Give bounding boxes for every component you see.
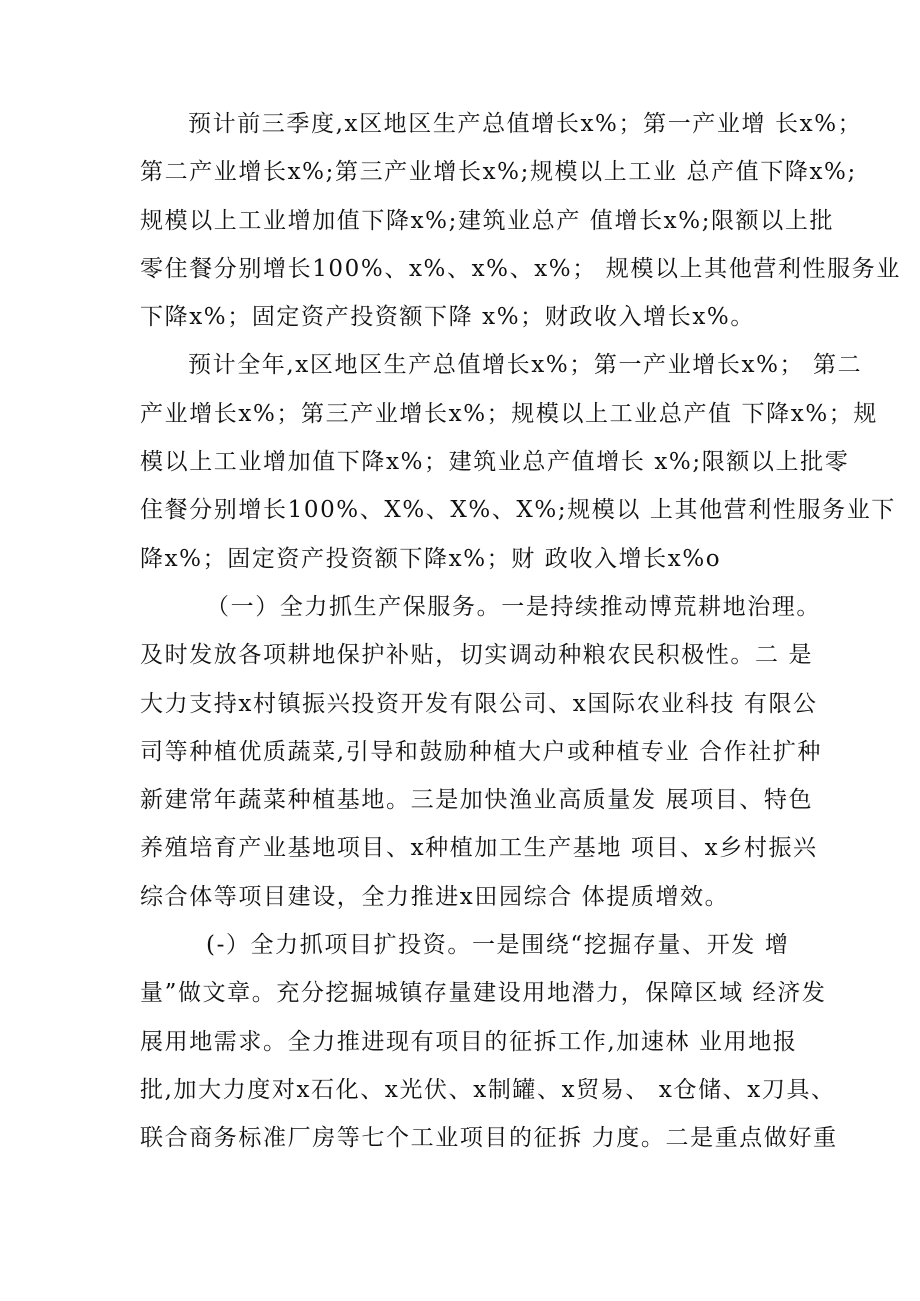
paragraph-line: 预计前三季度,x区地区生产总值增长x%；第一产业增 长x%； <box>188 111 863 137</box>
paragraph-line: 量”做文章。充分挖掘城镇存量建设用地潜力，保障区域 经济发 <box>140 980 827 1007</box>
paragraph-line: 降x%；固定资产投资额下降x%；财 政收入增长x%o <box>140 545 722 572</box>
paragraph-line: 司等种植优质蔬菜,引导和鼓励种植大户或种植专业 合作社扩种 <box>140 738 823 765</box>
paragraph-line: 展用地需求。全力推进现有项目的征拆工作,加速林 业用地报 <box>140 1028 798 1055</box>
paragraph-line: 及时发放各项耕地保护补贴，切实调动种粮农民积极性。二 是 <box>140 642 814 669</box>
paragraph-line: （一）全力抓生产保服务。一是持续推动博荒耕地治理。 <box>206 593 821 620</box>
paragraph-line: 规模以上工业增加值下降x%;建筑业总产 值增长x%;限额以上批 <box>140 207 835 234</box>
paragraph-1 <box>140 111 901 331</box>
paragraph-line: 批,加大力度对x石化、x光伏、x制罐、x贸易、 x仓储、x刀具、 <box>140 1076 836 1103</box>
paragraph-line: 零住餐分别增长100%、x%、x%、x%； 规模以上其他营利性服务业 <box>140 255 901 282</box>
paragraph-line: 新建常年蔬菜种植基地。三是加快渔业高质量发 展项目、特色 <box>140 787 814 814</box>
paragraph-line: 住餐分别增长100%、X%、X%、X%;规模以 上其他营利性服务业下 <box>140 497 896 524</box>
paragraph-line: 综合体等项目建设，全力推进x田园综合 体提质增效。 <box>140 883 730 910</box>
paragraph-4 <box>140 932 838 1152</box>
paragraph-line: 联合商务标准厂房等七个工业项目的征拆 力度。二是重点做好重 <box>140 1125 838 1152</box>
paragraph-line: 预计全年,x区地区生产总值增长x%；第一产业增长x%； 第二 <box>188 352 863 379</box>
paragraph-line: 产业增长x%；第三产业增长x%；规模以上工业总产值 下降x%；规 <box>140 400 878 427</box>
paragraph-line: 模以上工业增加值下降x%；建筑业总产值增长 x%;限额以上批零 <box>140 449 850 476</box>
paragraph-line: 养殖培育产业基地项目、x种植加工生产基地 项目、x乡村振兴 <box>140 835 818 862</box>
paragraph-2 <box>140 352 896 572</box>
paragraph-line: 下降x%；固定资产投资额下降 x%；财政收入增长x%。 <box>140 304 755 331</box>
paragraph-line: 大力支持x村镇振兴投资开发有限公司、x国际农业科技 有限公 <box>140 690 818 717</box>
paragraph-line: (-）全力抓项目扩投资。一是围绕“挖掘存量、开发 增 <box>206 932 790 959</box>
paragraph-line: 第二产业增长x%;第三产业增长x%;规模以上工业 总产值下降x%; <box>140 159 857 186</box>
paragraph-3 <box>140 593 823 910</box>
